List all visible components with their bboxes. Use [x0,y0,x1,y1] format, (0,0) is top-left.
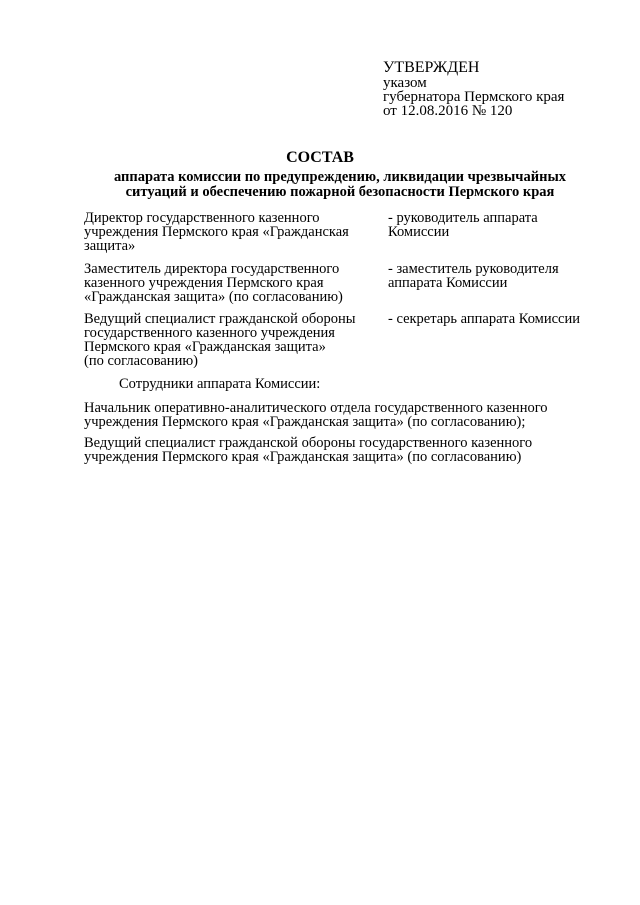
approval-line: губернатора Пермского края [383,89,565,105]
document-title: СОСТАВ [286,149,354,166]
text-line: государственного казенного учреждения [84,325,335,341]
text-line: «Гражданская защита» (по согласованию) [84,289,343,305]
text-line: защита» [84,238,136,254]
text-line: аппарата Комиссии [388,275,508,291]
member-position [84,312,376,368]
subtitle-line: аппарата комиссии по предупреждению, ликвидации чрезвычайных [113,169,567,185]
approval-line: указом [383,75,427,91]
text-line: Ведущий специалист гражданской обороны [84,311,356,327]
text-line: Комиссии [388,224,450,240]
text-line: (по согласованию) [84,353,198,369]
approval-line: от 12.08.2016 № 120 [383,103,513,119]
text-line: Начальник оперативно-аналитического отдела государственного казенного [84,400,548,416]
member-role [388,312,608,326]
member-position [84,211,376,253]
member-position [84,262,376,304]
text-line: - заместитель руководителя [388,261,559,277]
text-line: Заместитель директора государственного [84,261,340,277]
member-role [388,262,608,290]
text-line: учреждения Пермского края «Гражданская защита» (по согласованию); [84,414,526,430]
approval-stamp [383,60,564,118]
text-line: Ведущий специалист гражданской обороны государственного казенного [84,435,533,451]
text-line: Директор государственного казенного [84,210,320,226]
document-subtitle [90,170,590,200]
text-line: учреждения Пермского края «Гражданская защита» (по согласованию) [84,449,522,465]
staff-heading: Сотрудники аппарата Комиссии: [119,376,321,392]
text-line: учреждения Пермского края «Гражданская [84,224,349,240]
text-line: казенного учреждения Пермского края [84,275,324,291]
staff-item [84,436,594,464]
text-line: - руководитель аппарата [388,210,538,226]
member-role [388,211,608,239]
staff-item [84,401,594,429]
text-line: - секретарь аппарата Комиссии [388,311,581,327]
text-line: Пермского края «Гражданская защита» [84,339,326,355]
approval-heading: УТВЕРЖДЕН [383,59,480,76]
subtitle-line: ситуаций и обеспечению пожарной безопасности Пермского края [125,184,555,200]
